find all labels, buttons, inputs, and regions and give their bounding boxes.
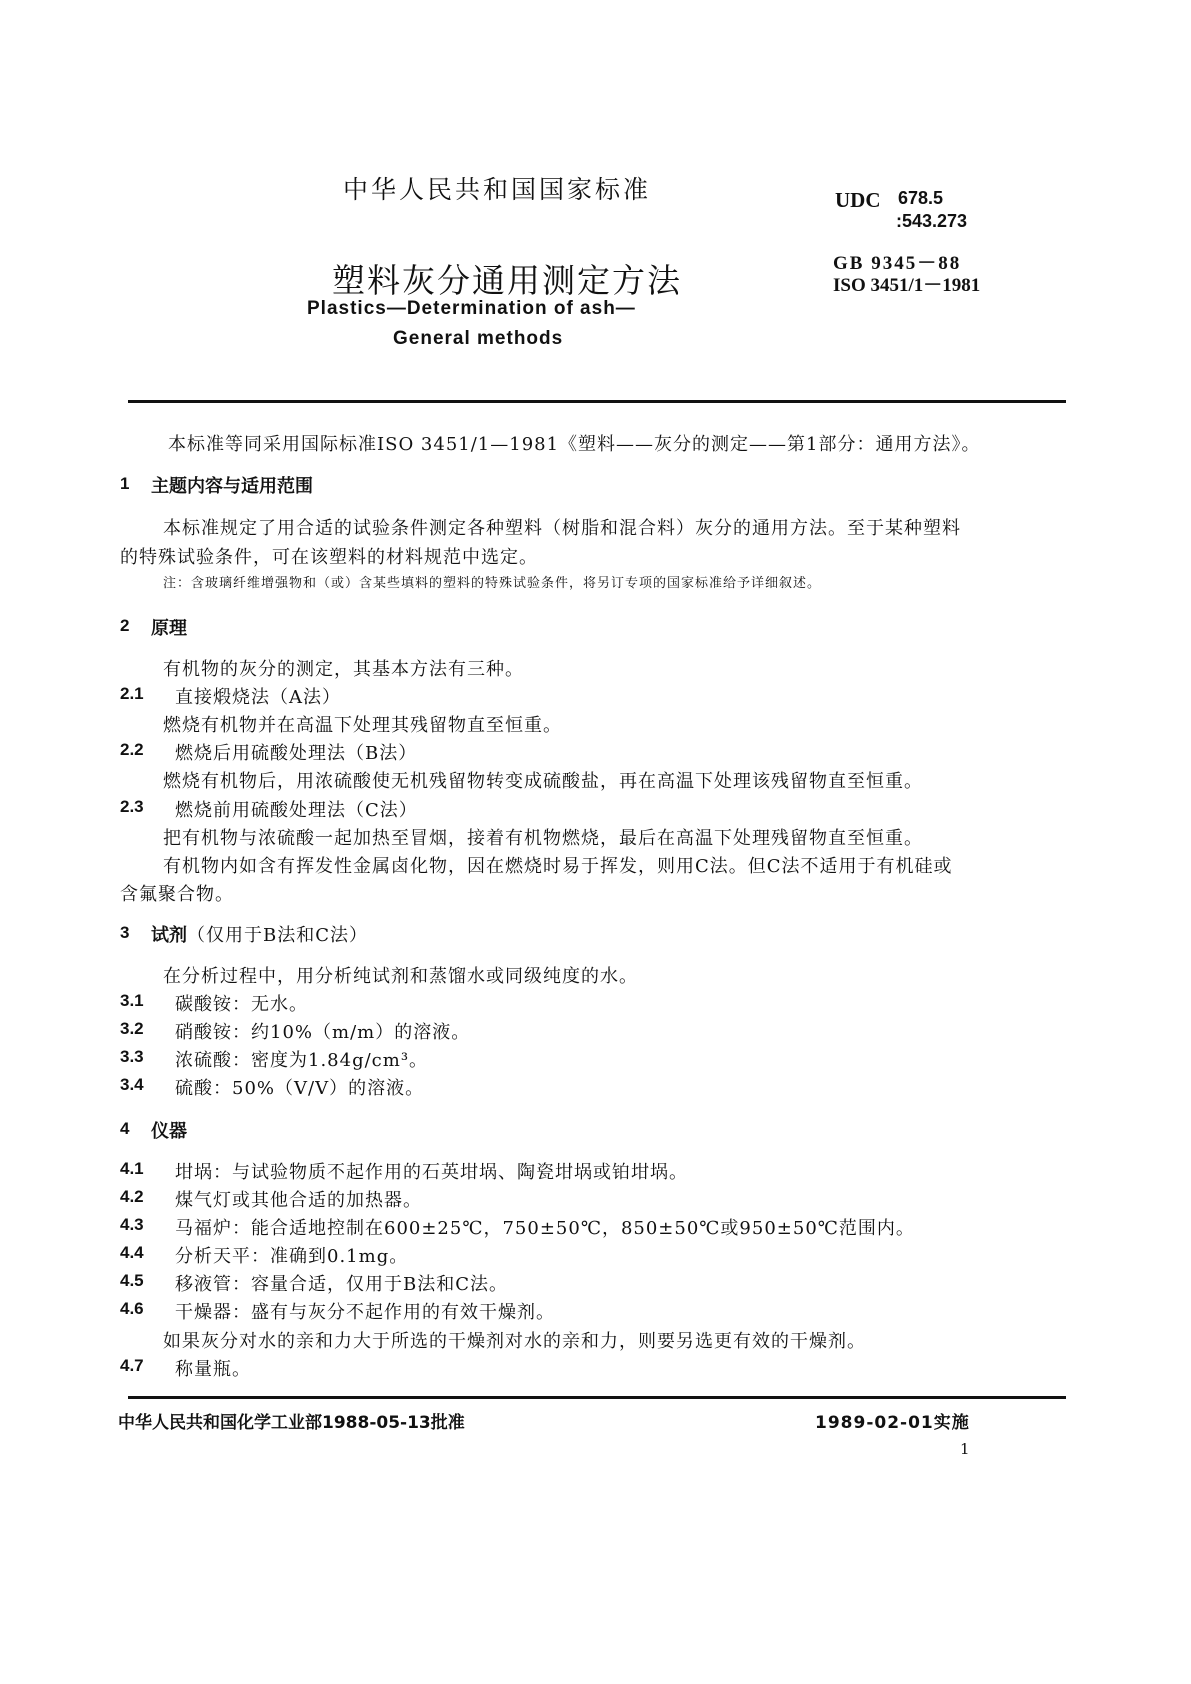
iso-code: ISO 3451/1－1981 — [833, 275, 981, 296]
org-title: 中华人民共和国国家标准 — [343, 175, 652, 204]
section-2-3-number: 2.3 — [120, 797, 144, 816]
section-2-2-text: 燃烧有机物后，用浓硫酸使无机残留物转变成硫酸盐，再在高温下处理该残留物直至恒重。 — [163, 771, 923, 792]
section-4-6-note: 如果灰分对水的亲和力大于所选的干燥剂对水的亲和力，则要另选更有效的干燥剂。 — [163, 1331, 866, 1352]
section-3-4-number: 3.4 — [120, 1075, 144, 1094]
section-2-1-text: 燃烧有机物并在高温下处理其残留物直至恒重。 — [163, 715, 562, 736]
section-2-3-title: 燃烧前用硫酸处理法（C法） — [175, 800, 418, 821]
section-4-1-text: 坩埚：与试验物质不起作用的石英坩埚、陶瓷坩埚或铂坩埚。 — [175, 1162, 688, 1183]
section-1-title: 主题内容与适用范围 — [151, 476, 313, 497]
section-2-1-number: 2.1 — [120, 684, 144, 703]
section-4-title: 仪器 — [151, 1121, 187, 1142]
section-2-number: 2 — [120, 616, 130, 635]
udc-code-line1: 678.5 — [898, 188, 944, 208]
header-divider — [128, 400, 1066, 403]
section-2-2-number: 2.2 — [120, 740, 144, 759]
gb-code: GB 9345－88 — [833, 253, 962, 274]
section-1-paragraph-line2: 的特殊试验条件，可在该塑料的材料规范中选定。 — [120, 547, 538, 568]
section-3-title: 试剂 — [151, 925, 187, 946]
document-title-en-line2: General methods — [393, 328, 564, 349]
section-2-1-title: 直接煅烧法（A法） — [175, 687, 341, 708]
section-3-2-number: 3.2 — [120, 1019, 144, 1038]
section-3-4-text: 硫酸：50%（V/V）的溶液。 — [175, 1078, 425, 1099]
section-4-7-number: 4.7 — [120, 1356, 144, 1375]
section-4-5-number: 4.5 — [120, 1271, 144, 1290]
section-3-intro: 在分析过程中，用分析纯试剂和蒸馏水或同级纯度的水。 — [163, 966, 638, 987]
effective-date-line: 1989-02-01实施 — [815, 1413, 970, 1433]
section-1-number: 1 — [120, 474, 130, 493]
section-4-6-text: 干燥器：盛有与灰分不起作用的有效干燥剂。 — [175, 1302, 555, 1323]
section-4-3-number: 4.3 — [120, 1215, 144, 1234]
section-4-4-number: 4.4 — [120, 1243, 144, 1262]
section-4-2-number: 4.2 — [120, 1187, 144, 1206]
section-4-7-text: 称量瓶。 — [175, 1359, 251, 1380]
udc-label: UDC — [835, 188, 881, 212]
page-number: 1 — [960, 1440, 970, 1458]
udc-code-line2: :543.273 — [896, 211, 968, 231]
section-4-number: 4 — [120, 1119, 130, 1138]
section-2-3-text: 把有机物与浓硫酸一起加热至冒烟，接着有机物燃烧，最后在高温下处理残留物直至恒重。 — [163, 828, 923, 849]
section-2-2-title: 燃烧后用硫酸处理法（B法） — [175, 743, 418, 764]
section-3-1-text: 碳酸铵：无水。 — [175, 994, 308, 1015]
section-4-6-number: 4.6 — [120, 1299, 144, 1318]
section-4-3-text: 马福炉：能合适地控制在600±25℃，750±50℃，850±50℃或950±50℃范围内。 — [175, 1218, 915, 1239]
section-3-3-text: 浓硫酸：密度为1.84g/cm³。 — [175, 1050, 429, 1071]
section-2-3-note-line1: 有机物内如含有挥发性金属卤化物，因在燃烧时易于挥发，则用C法。但C法不适用于有机硅或 — [163, 856, 953, 877]
section-3-2-text: 硝酸铵：约10%（m/m）的溶液。 — [175, 1022, 471, 1043]
section-4-4-text: 分析天平：准确到0.1mg。 — [175, 1246, 409, 1267]
section-2-3-note-line2: 含氟聚合物。 — [120, 884, 234, 905]
section-3-title-suffix: （仅用于B法和C法） — [187, 925, 368, 946]
section-1-note: 注：含玻璃纤维增强物和（或）含某些填料的塑料的特殊试验条件，将另订专项的国家标准给予详细叙述。 — [163, 576, 822, 591]
section-3-1-number: 3.1 — [120, 991, 144, 1010]
document-title-cn: 塑料灰分通用测定方法 — [332, 261, 682, 300]
section-4-2-text: 煤气灯或其他合适的加热器。 — [175, 1190, 422, 1211]
section-3-3-number: 3.3 — [120, 1047, 144, 1066]
section-2-title: 原理 — [151, 618, 187, 639]
footer-divider — [128, 1396, 1066, 1399]
section-4-1-number: 4.1 — [120, 1159, 144, 1178]
approval-line: 中华人民共和国化学工业部1988-05-13批准 — [118, 1413, 465, 1433]
section-3-heading — [151, 921, 368, 947]
document-title-en-line1: Plastics—Determination of ash— — [307, 298, 636, 319]
section-4-5-text: 移液管：容量合适，仅用于B法和C法。 — [175, 1274, 508, 1295]
section-3-number: 3 — [120, 923, 130, 942]
section-2-intro: 有机物的灰分的测定，其基本方法有三种。 — [163, 659, 524, 680]
intro-paragraph: 本标准等同采用国际标准ISO 3451/1—1981《塑料——灰分的测定——第1部分：通用方法》。 — [168, 434, 981, 455]
section-1-paragraph-line1: 本标准规定了用合适的试验条件测定各种塑料（树脂和混合料）灰分的通用方法。至于某种塑料 — [163, 518, 961, 539]
